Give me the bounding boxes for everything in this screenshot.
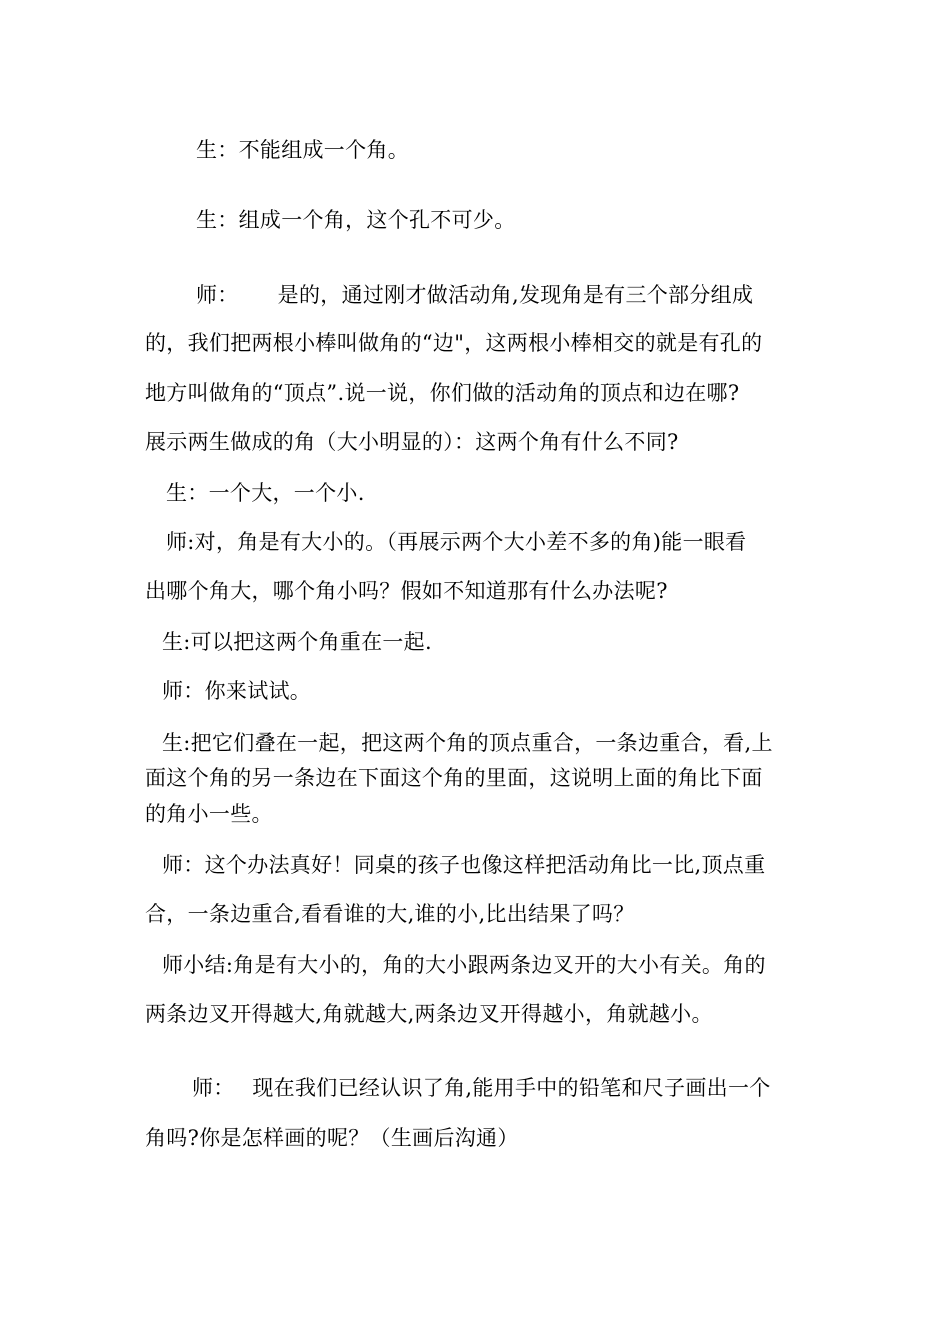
paragraph-line: 生：组成一个角，这个孔不可少。 <box>196 208 516 232</box>
paragraph-line: 出哪个角大，哪个角小吗？假如不知道那有什么办法呢? <box>145 579 668 603</box>
paragraph-line: 生:可以把这两个角重在一起. <box>162 630 432 654</box>
paragraph-line: 师： 现在我们已经认识了角,能用手中的铅笔和尺子画出一个 <box>192 1076 771 1100</box>
paragraph-line: 师： 是的，通过刚才做活动角,发现角是有三个部分组成 <box>196 283 754 307</box>
paragraph-line: 的，我们把两根小棒叫做角的“边"，这两根小棒相交的就是有孔的 <box>145 331 763 355</box>
paragraph-line: 合，一条边重合,看看谁的大,谁的小,比出结果了吗？ <box>145 902 635 926</box>
paragraph-line: 师：你来试试。 <box>162 679 312 703</box>
paragraph-line: 两条边叉开得越大,角就越大,两条边叉开得越小，角就越小。 <box>145 1002 713 1026</box>
paragraph-line: 生：不能组成一个角。 <box>196 138 409 162</box>
paragraph-line: 师：这个办法真好！同桌的孩子也像这样把活动角比一比,顶点重 <box>162 853 766 877</box>
paragraph-line: 面这个角的另一条边在下面这个角的里面，这说明上面的角比下面 <box>145 766 763 790</box>
paragraph-line: 生：一个大，一个小. <box>166 481 365 505</box>
paragraph-line: 展示两生做成的角（大小明显的）：这两个角有什么不同? <box>145 430 679 454</box>
paragraph-line: 地方叫做角的“顶点”.说一说，你们做的活动角的顶点和边在哪? <box>145 381 740 405</box>
paragraph-line: 的角小一些。 <box>145 802 273 826</box>
paragraph-line: 角吗?你是怎样画的呢？（生画后沟通） <box>145 1126 519 1150</box>
paragraph-line: 生:把它们叠在一起，把这两个角的顶点重合，一条边重合，看,上 <box>162 731 773 755</box>
paragraph-line: 师小结:角是有大小的，角的大小跟两条边叉开的大小有关。角的 <box>162 953 766 977</box>
paragraph-line: 师:对，角是有大小的。（再展示两个大小差不多的角)能一眼看 <box>166 530 747 554</box>
